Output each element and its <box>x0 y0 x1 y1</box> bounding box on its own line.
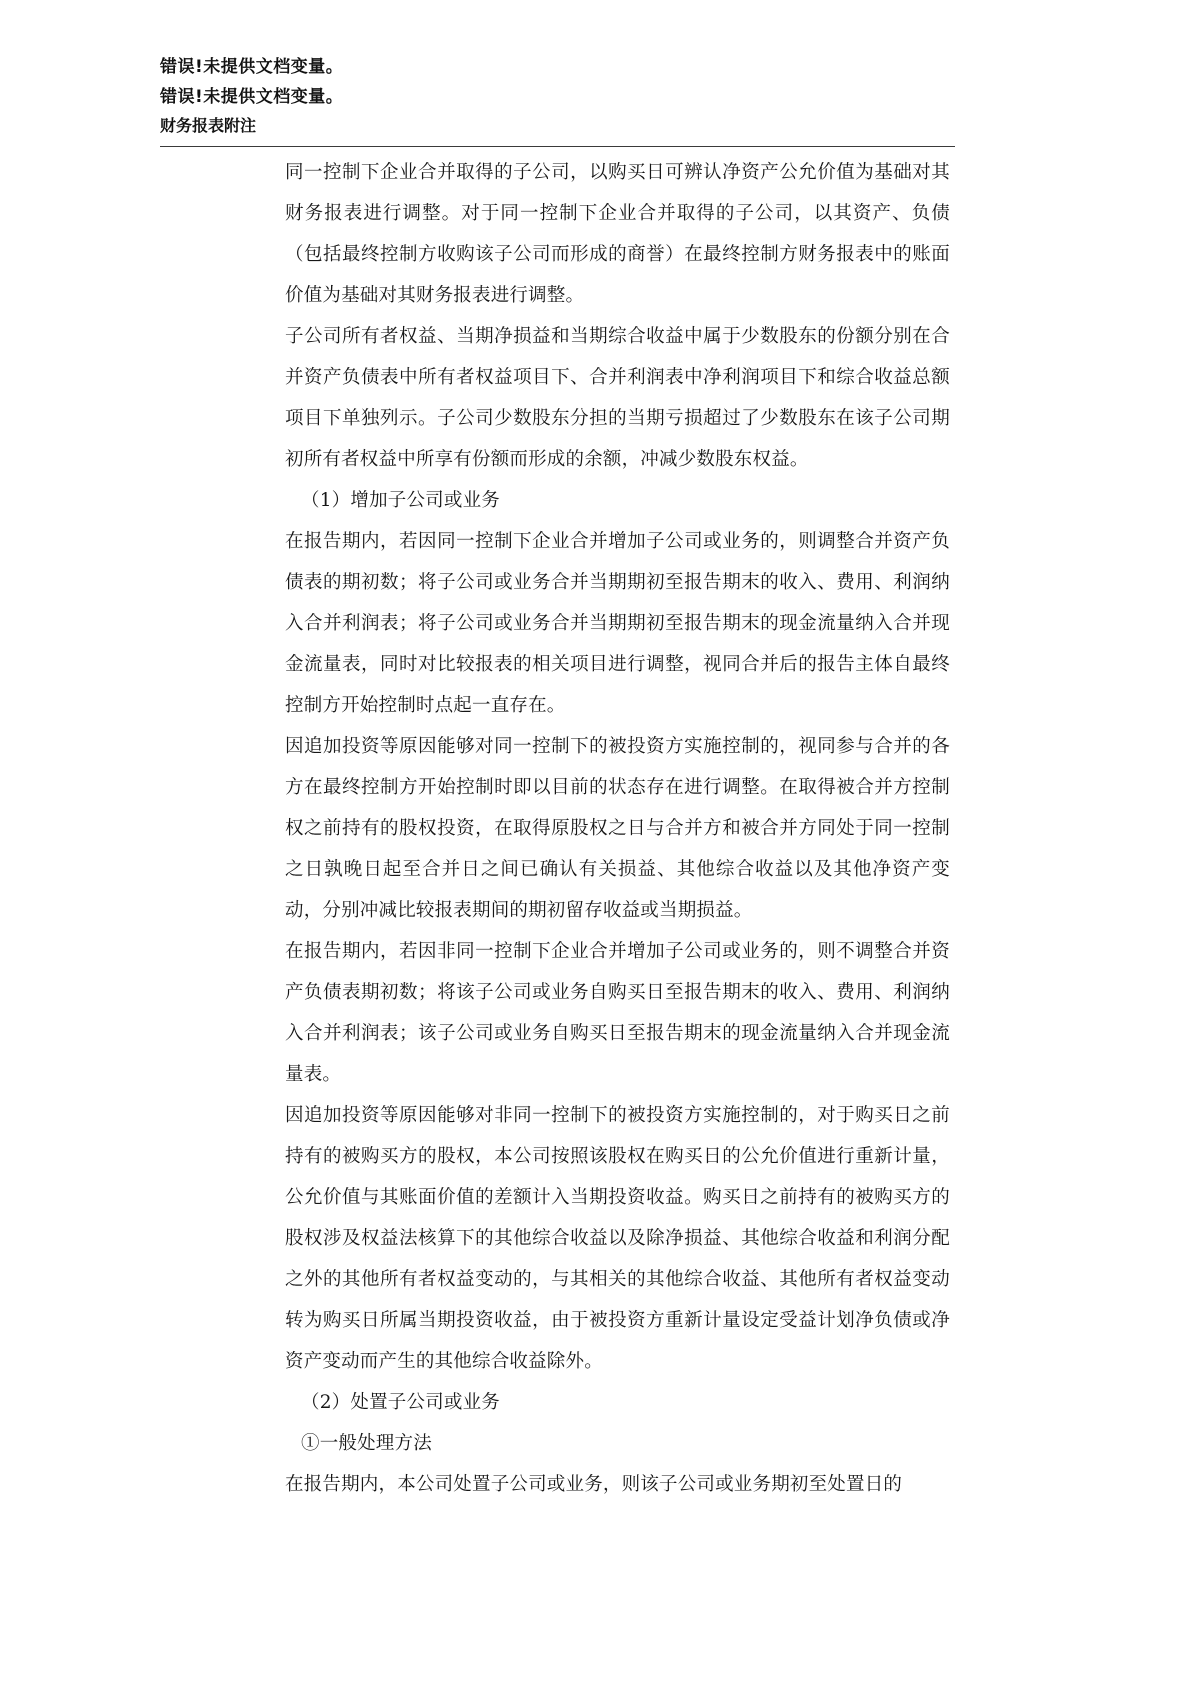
paragraph: 因追加投资等原因能够对同一控制下的被投资方实施控制的，视同参与合并的各方在最终控制方开始控制时即以目前的状态存在进行调整。在取得被合并方控制权之前持有的股权投资，在取得原股权之日与合并方和被合并方同处于同一控制之日孰晚日起至合并日之间已确认有关损益、其他综合收益以及其他净资产变动，分别冲减比较报表期间的期初留存收益或当期损益。 <box>285 736 950 921</box>
paragraph-subheading: ①一般处理方法 <box>301 1433 432 1454</box>
paragraph: 同一控制下企业合并取得的子公司，以购买日可辨认净资产公允价值为基础对其财务报表进行调整。对于同一控制下企业合并取得的子公司，以其资产、负债（包括最终控制方收购该子公司而形成的商誉）在最终控制方财务报表中的账面价值为基础对其财务报表进行调整。 <box>285 162 950 306</box>
paragraph: 在报告期内，本公司处置子公司或业务，则该子公司或业务期初至处置日的 <box>285 1474 903 1495</box>
paragraph-heading: （2）处置子公司或业务 <box>301 1392 500 1413</box>
paragraph: 在报告期内，若因同一控制下企业合并增加子公司或业务的，则调整合并资产负债表的期初数；将子公司或业务合并当期期初至报告期末的收入、费用、利润纳入合并利润表；将子公司或业务合并当期期初至报告期末的现金流量纳入合并现金流量表，同时对比较报表的相关项目进行调整，视同合并后的报告主体自最终控制方开始控制时点起一直存在。 <box>285 531 950 716</box>
header-error-line-2: 错误!未提供文档变量。 <box>160 87 344 107</box>
paragraph: 因追加投资等原因能够对非同一控制下的被投资方实施控制的，对于购买日之前持有的被购买方的股权，本公司按照该股权在购买日的公允价值进行重新计量，公允价值与其账面价值的差额计入当期投资收益。购买日之前持有的被购买方的股权涉及权益法核算下的其他综合收益以及除净损益、其他综合收益和利润分配之外的其他所有者权益变动的，与其相关的其他综合收益、其他所有者权益变动转为购买日所属当期投资收益，由于被投资方重新计量设定受益计划净负债或净资产变动而产生的其他综合收益除外。 <box>285 1105 950 1372</box>
header-divider <box>160 146 955 147</box>
document-body <box>285 152 950 1505</box>
page-header <box>160 52 960 147</box>
paragraph-heading: （1）增加子公司或业务 <box>301 490 500 511</box>
header-subtitle: 财务报表附注 <box>160 116 257 135</box>
paragraph: 在报告期内，若因非同一控制下企业合并增加子公司或业务的，则不调整合并资产负债表期初数；将该子公司或业务自购买日至报告期末的收入、费用、利润纳入合并利润表；该子公司或业务自购买日至报告期末的现金流量纳入合并现金流量表。 <box>285 941 950 1085</box>
paragraph: 子公司所有者权益、当期净损益和当期综合收益中属于少数股东的份额分别在合并资产负债表中所有者权益项目下、合并利润表中净利润项目下和综合收益总额项目下单独列示。子公司少数股东分担的当期亏损超过了少数股东在该子公司期初所有者权益中所享有份额而形成的余额，冲减少数股东权益。 <box>285 326 950 470</box>
header-error-line-1: 错误!未提供文档变量。 <box>160 57 344 77</box>
